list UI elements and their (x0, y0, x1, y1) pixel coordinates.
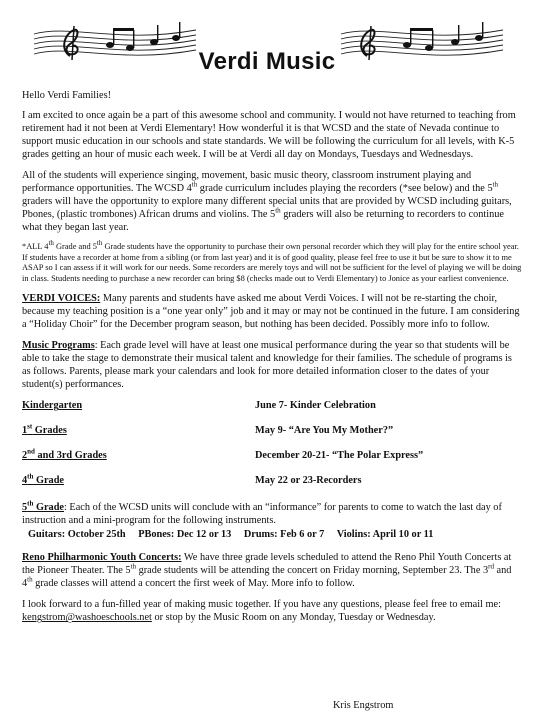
instrument-date: Violins: April 10 or 11 (336, 529, 434, 541)
section-heading: Reno Philharmonic Youth Concerts: (22, 552, 182, 564)
signature: Kris Engstrom (333, 700, 394, 711)
schedule-event: June 7- Kinder Celebration (255, 400, 376, 412)
schedule-event: December 20-21- “The Polar Express” (255, 450, 424, 462)
music-staff-icon (337, 20, 507, 66)
intro-paragraph: I am excited to once again be a part of this awesome school and community. I would not have returned to teaching from retirement had it not been at Verdi Elementary! How wonderful it is that WCSD and the state of Nevada continue to support music education in our schools and state standards. We will be following the curriculum for all levels, with K-5 grades getting an hour of music each week. I will be at Verdi all day on Mondays, Tuesdays and Wednesdays. (22, 110, 516, 160)
schedule-row (22, 449, 522, 463)
music-programs-paragraph: Music Programs: Each grade level will have at least one musical performance during the year so that students will be able to take the stage to demonstrate their musical talent and knowledge for their families. The schedule of programs is as follows. Parents, please mark your calendars and look for more detailed information closer to the dates of your student(s) performances. (22, 340, 512, 391)
greeting: Hello Verdi Families! (22, 90, 112, 101)
section-heading: VERDI VOICES: (22, 293, 101, 305)
music-staff-icon (30, 20, 200, 66)
section-heading: 5th Grade (22, 499, 64, 514)
schedule-grade: 2nd and 3rd Grades (22, 447, 107, 462)
schedule-grade: 1st Grades (22, 422, 67, 437)
letterhead (0, 18, 535, 88)
reno-phil-paragraph: Reno Philharmonic Youth Concerts: We have three grade levels scheduled to attend the Reno Phil Youth Concerts at the Pioneer Theater. The 5th grade students will be attending the concert on Friday morning, September 23. The 3rd and 4th grade classes will attend a concert the first week of May. More info to follow. (22, 552, 512, 590)
letter-body (22, 89, 522, 632)
instrument-date: Drums: Feb 6 or 7 (243, 529, 325, 541)
fifth-grade-paragraph: 5th Grade: Each of the WCSD units will conclude with an “informance” for parents to come to watch the last day of instruction and a mini-program for the following instruments. (22, 499, 502, 527)
schedule-row (22, 424, 522, 438)
instrument-dates (22, 528, 522, 541)
instrument-date: PBones: Dec 12 or 13 (138, 529, 232, 541)
schedule-event: May 9- “Are You My Mother?” (255, 425, 394, 437)
schedule-event: May 22 or 23-Recorders (255, 475, 362, 487)
schedule-row (22, 399, 522, 413)
email-link[interactable]: kengstrom@washoeschools.net (22, 612, 152, 624)
closing-paragraph: I look forward to a fun-filled year of making music together. If you have any questions, please feel free to email me: kengstrom@washoeschools.net or stop by the Music Room on any Monday, Tuesday or Wednesday. (22, 599, 501, 624)
schedule-grade: Kindergarten (22, 400, 83, 412)
schedule-grade: 4th Grade (22, 472, 64, 487)
program-schedule (22, 399, 522, 495)
verdi-voices-paragraph: VERDI VOICES: Many parents and students have asked me about Verdi Voices. I will not be re-starting the choir, because my teaching position is a “one year only” job and it may or may not be continued in the future. I am considering a “Holiday Choir” for the December program season, but nothing has been decided. Possibly more info to follow. (22, 293, 520, 331)
schedule-row (22, 474, 522, 488)
page-title: Verdi Music (198, 48, 336, 75)
section-heading: Music Programs (22, 340, 95, 352)
recorder-note: *ALL 4th Grade and 5th Grade students have the opportunity to purchase their own personal recorder which they will play for the entire school year. If students have a recorder at home from a sibling (or from last year) and it is of good quality, please feel free to use it but be sure to show it to me ASAP so I can assess if it will work for our needs. Some recorders are merely toys and will not be sufficient for the level of playing we will be doing in class. Students needing to purchase a new recorder can bring $8 (checks made out to Verdi Elementary) to Jonice as your earliest convenience. (22, 239, 522, 283)
instrument-date: Guitars: October 25th (28, 529, 126, 541)
curriculum-paragraph: All of the students will experience singing, movement, basic music theory, classroom instrument playing and performance opportunities. The WCSD 4th grade curriculum includes playing the recorders (*see below) and the 5th graders will have the opportunity to explore many different special units that are provided by WCSD including guitars, Pbones, (plastic trombones) African drums and violins. The 5th graders will also be returning to recorders to continue what they began last year. (22, 170, 512, 233)
